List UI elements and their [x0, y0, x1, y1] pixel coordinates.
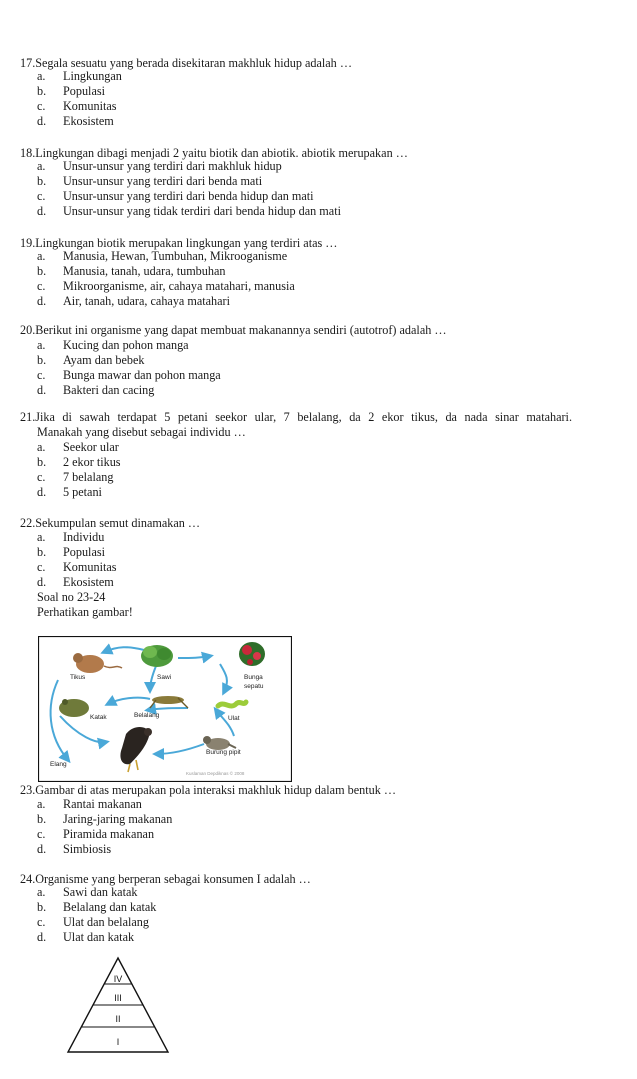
label-sepatu: sepatu — [244, 683, 264, 690]
option[interactable]: b. Unsur-unsur yang terdiri dari benda mati — [37, 174, 263, 188]
figure-credit: Kuslaman Depdiknas © 2008 — [186, 771, 245, 776]
label-sawi: Sawi — [157, 674, 172, 681]
frog-icon — [59, 699, 89, 717]
option[interactable]: c. Mikroorganisme, air, cahaya matahari, manusia — [37, 279, 295, 293]
label-belalang: Belalang — [134, 712, 160, 719]
option[interactable]: a. Manusia, Hewan, Tumbuhan, Mikrooganisme — [37, 249, 288, 263]
section-note: Soal no 23-24 — [37, 590, 106, 604]
option[interactable]: d. Unsur-unsur yang tidak terdiri dari benda hidup dan mati — [37, 204, 341, 218]
label-katak: Katak — [90, 714, 107, 721]
option[interactable]: d. Ulat dan katak — [37, 930, 135, 944]
option[interactable]: b. Populasi — [37, 545, 105, 559]
label-tikus: Tikus — [70, 674, 86, 681]
label-bunga: Bunga — [244, 674, 263, 681]
ecological-pyramid — [66, 956, 170, 1054]
pyramid-level-1: I — [116, 1037, 120, 1047]
mustard-plant-icon — [141, 645, 173, 667]
instruction: Perhatikan gambar! — [37, 605, 133, 619]
question-19: 19.Lingkungan biotik merupakan lingkungan yang terdiri atas … — [20, 236, 338, 250]
question-17: 17.Segala sesuatu yang berada disekitaran makhluk hidup adalah … — [20, 56, 353, 70]
question-20: 20.Berikut ini organisme yang dapat membuat makanannya sendiri (autotrof) adalah … — [20, 323, 447, 337]
option[interactable]: a. Unsur-unsur yang terdiri dari makhluk hidup — [37, 159, 282, 173]
option[interactable]: c. Unsur-unsur yang terdiri dari benda hidup dan mati — [37, 189, 314, 203]
option[interactable]: d. Bakteri dan cacing — [37, 383, 155, 397]
question-22: 22.Sekumpulan semut dinamakan … — [20, 516, 201, 530]
question-24: 24.Organisme yang berperan sebagai konsumen I adalah … — [20, 872, 311, 886]
label-ulat: Ulat — [228, 715, 240, 722]
option[interactable]: b. Belalang dan katak — [37, 900, 157, 914]
option[interactable]: c. 7 belalang — [37, 470, 114, 484]
option[interactable]: c. Komunitas — [37, 99, 117, 113]
option[interactable]: d. Simbiosis — [37, 842, 112, 856]
pyramid-level-4: IV — [113, 974, 123, 984]
option[interactable]: a. Individu — [37, 530, 105, 544]
label-burung-pipit: Burung pipit — [206, 749, 241, 756]
option[interactable]: b. 2 ekor tikus — [37, 455, 121, 469]
option[interactable]: d. 5 petani — [37, 485, 102, 499]
question-21: 21.Jika di sawah terdapat 5 petani seekor ular, 7 belalang, da 2 ekor tikus, da nada sinar matahari. — [20, 410, 572, 424]
option[interactable]: a. Rantai makanan — [37, 797, 142, 811]
question-21-continuation: Manakah yang disebut sebagai individu … — [37, 425, 246, 439]
option[interactable]: b. Manusia, tanah, udara, tumbuhan — [37, 264, 226, 278]
question-23: 23.Gambar di atas merupakan pola interaksi makhluk hidup dalam bentuk … — [20, 783, 397, 797]
option[interactable]: c. Piramida makanan — [37, 827, 155, 841]
option[interactable]: b. Populasi — [37, 84, 105, 98]
hibiscus-icon — [239, 642, 265, 666]
option[interactable]: a. Sawi dan katak — [37, 885, 138, 899]
question-18: 18.Lingkungan dibagi menjadi 2 yaitu biotik dan abiotik. abiotik merupakan … — [20, 146, 408, 160]
option[interactable]: d. Ekosistem — [37, 575, 114, 589]
option[interactable]: d. Air, tanah, udara, cahaya matahari — [37, 294, 231, 308]
label-elang: Elang — [50, 761, 67, 768]
option[interactable]: b. Ayam dan bebek — [37, 353, 145, 367]
option[interactable]: b. Jaring-jaring makanan — [37, 812, 173, 826]
option[interactable]: a. Kucing dan pohon manga — [37, 338, 189, 352]
pyramid-level-2: II — [115, 1014, 121, 1024]
food-web-figure — [38, 636, 292, 782]
option[interactable]: c. Komunitas — [37, 560, 117, 574]
option[interactable]: a. Seekor ular — [37, 440, 119, 454]
option[interactable]: d. Ekosistem — [37, 114, 114, 128]
option[interactable]: a. Lingkungan — [37, 69, 122, 83]
option[interactable]: c. Ulat dan belalang — [37, 915, 149, 929]
pyramid-level-3: III — [114, 993, 122, 1003]
option[interactable]: c. Bunga mawar dan pohon manga — [37, 368, 221, 382]
